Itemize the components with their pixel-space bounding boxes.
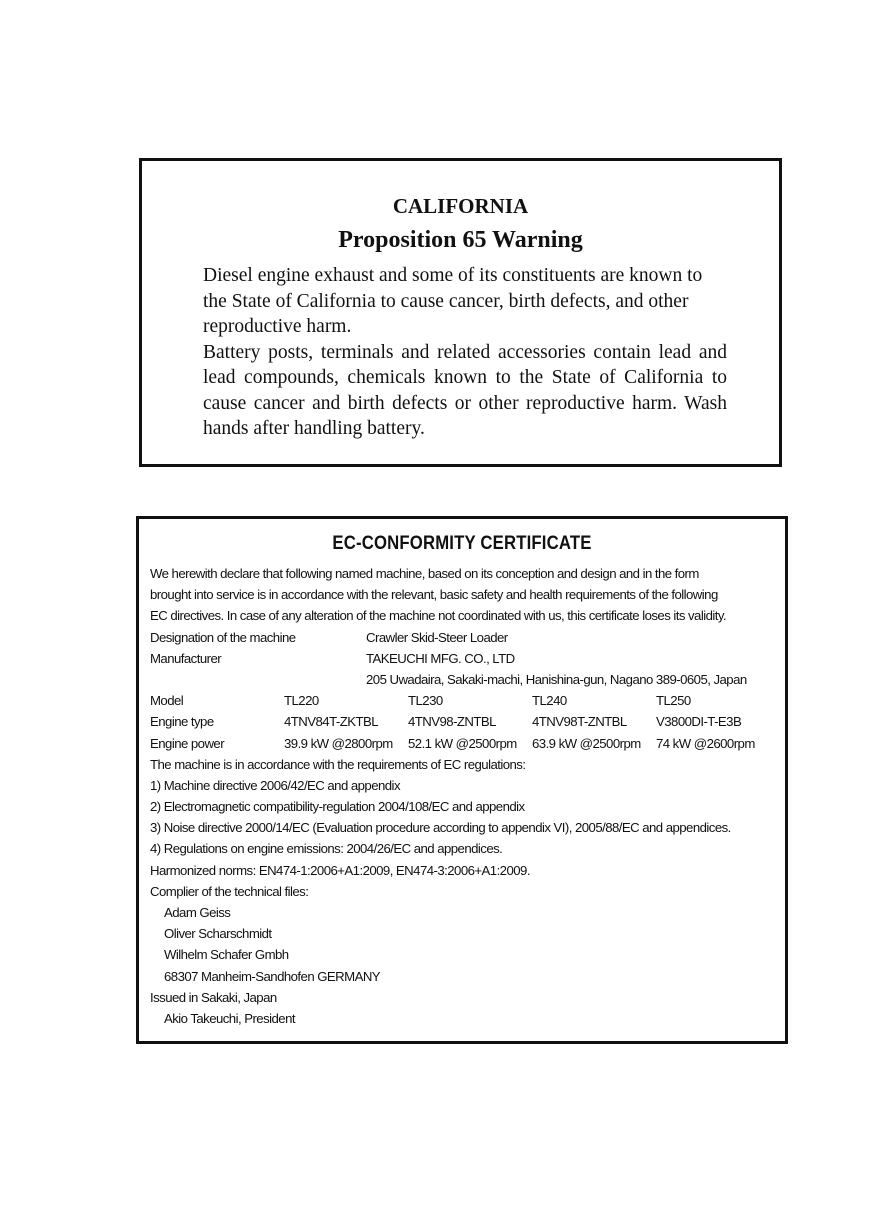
designation-label: Designation of the machine — [150, 629, 296, 645]
prop65-warning-box — [139, 158, 782, 467]
declaration-line: EC directives. In case of any alteration of the machine not coordinated with us, this certificate loses its validity. — [150, 608, 727, 624]
designation-value: Crawler Skid-Steer Loader — [366, 629, 508, 645]
declaration-line: brought into service is in accordance with the relevant, basic safety and health requirements of the following — [150, 587, 718, 603]
regulations-intro: The machine is in accordance with the requirements of EC regulations: — [150, 756, 526, 772]
spec-cell: 4TNV98-ZNTBL — [408, 714, 496, 730]
manufacturer-address-row — [150, 669, 778, 690]
spec-row-model — [150, 690, 778, 711]
harmonized-norms: Harmonized norms: EN474-1:2006+A1:2009, EN474-3:2006+A1:2009. — [150, 862, 530, 878]
prop65-paragraph-exhaust: Diesel engine exhaust and some of its constituents are known to the State of California to cause cancer, birth defects, and other reproductive harm. — [203, 265, 703, 337]
regulation-item: 3) Noise directive 2000/14/EC (Evaluation procedure according to appendix VI), 2005/88/EC and appendices. — [150, 820, 731, 836]
spec-cell: 52.1 kW @2500rpm — [408, 735, 517, 751]
ec-certificate-title: EC-CONFORMITY CERTIFICATE — [332, 533, 592, 554]
spec-cell: 74 kW @2600rpm — [656, 735, 755, 751]
prop65-paragraph-battery: Battery posts, terminals and related accessories contain lead and lead compounds, chemicals known to the State of California to cause cancer and birth defects or other reproductive harm. Wash hands after handling battery. — [203, 341, 727, 439]
spec-row-engine-type — [150, 711, 778, 732]
regulation-item: 4) Regulations on engine emissions: 2004/26/EC and appendices. — [150, 841, 503, 857]
ec-certificate-box — [136, 516, 788, 1044]
spec-cell: TL230 — [408, 693, 443, 709]
spec-label: Engine type — [150, 714, 214, 730]
spec-cell: TL220 — [284, 693, 319, 709]
complier-line: Adam Geiss — [164, 905, 231, 920]
spec-cell: TL240 — [532, 693, 567, 709]
address-spacer — [150, 669, 366, 690]
spec-label: Engine power — [150, 735, 225, 751]
prop65-heading-title: Proposition 65 Warning — [338, 227, 583, 253]
spec-row-engine-power — [150, 733, 778, 754]
manufacturer-name: TAKEUCHI MFG. CO., LTD — [366, 650, 515, 666]
declaration-line: We herewith declare that following named machine, based on its conception and design and in the form — [150, 566, 699, 581]
issued-signatory: Akio Takeuchi, President — [164, 1010, 295, 1026]
regulation-item: 2) Electromagnetic compatibility-regulation 2004/108/EC and appendix — [150, 799, 525, 815]
spec-cell: 63.9 kW @2500rpm — [532, 735, 641, 751]
complier-line: Oliver Scharschmidt — [164, 926, 272, 942]
spec-cell: 4TNV84T-ZKTBL — [284, 714, 378, 730]
manufacturer-address: 205 Uwadaira, Sakaki-machi, Hanishina-gun, Nagano 389-0605, Japan — [366, 671, 747, 687]
prop65-heading-state: CALIFORNIA — [392, 194, 529, 218]
designation-row — [150, 627, 778, 648]
issued-place: Issued in Sakaki, Japan — [150, 989, 277, 1005]
prop65-body — [203, 263, 727, 442]
complier-label: Complier of the technical files: — [150, 883, 309, 899]
spec-cell: V3800DI-T-E3B — [656, 714, 742, 730]
spec-cell: 4TNV98T-ZNTBL — [532, 714, 627, 730]
manufacturer-label: Manufacturer — [150, 650, 222, 666]
spec-cell: TL250 — [656, 693, 691, 709]
complier-line: Wilhelm Schafer Gmbh — [164, 947, 289, 963]
regulation-item: 1) Machine directive 2006/42/EC and appendix — [150, 777, 400, 793]
spec-cell: 39.9 kW @2800rpm — [284, 735, 393, 751]
spec-label: Model — [150, 693, 184, 709]
manufacturer-row — [150, 648, 778, 669]
complier-line: 68307 Manheim-Sandhofen GERMANY — [164, 968, 381, 984]
ec-certificate-content — [150, 563, 778, 1029]
